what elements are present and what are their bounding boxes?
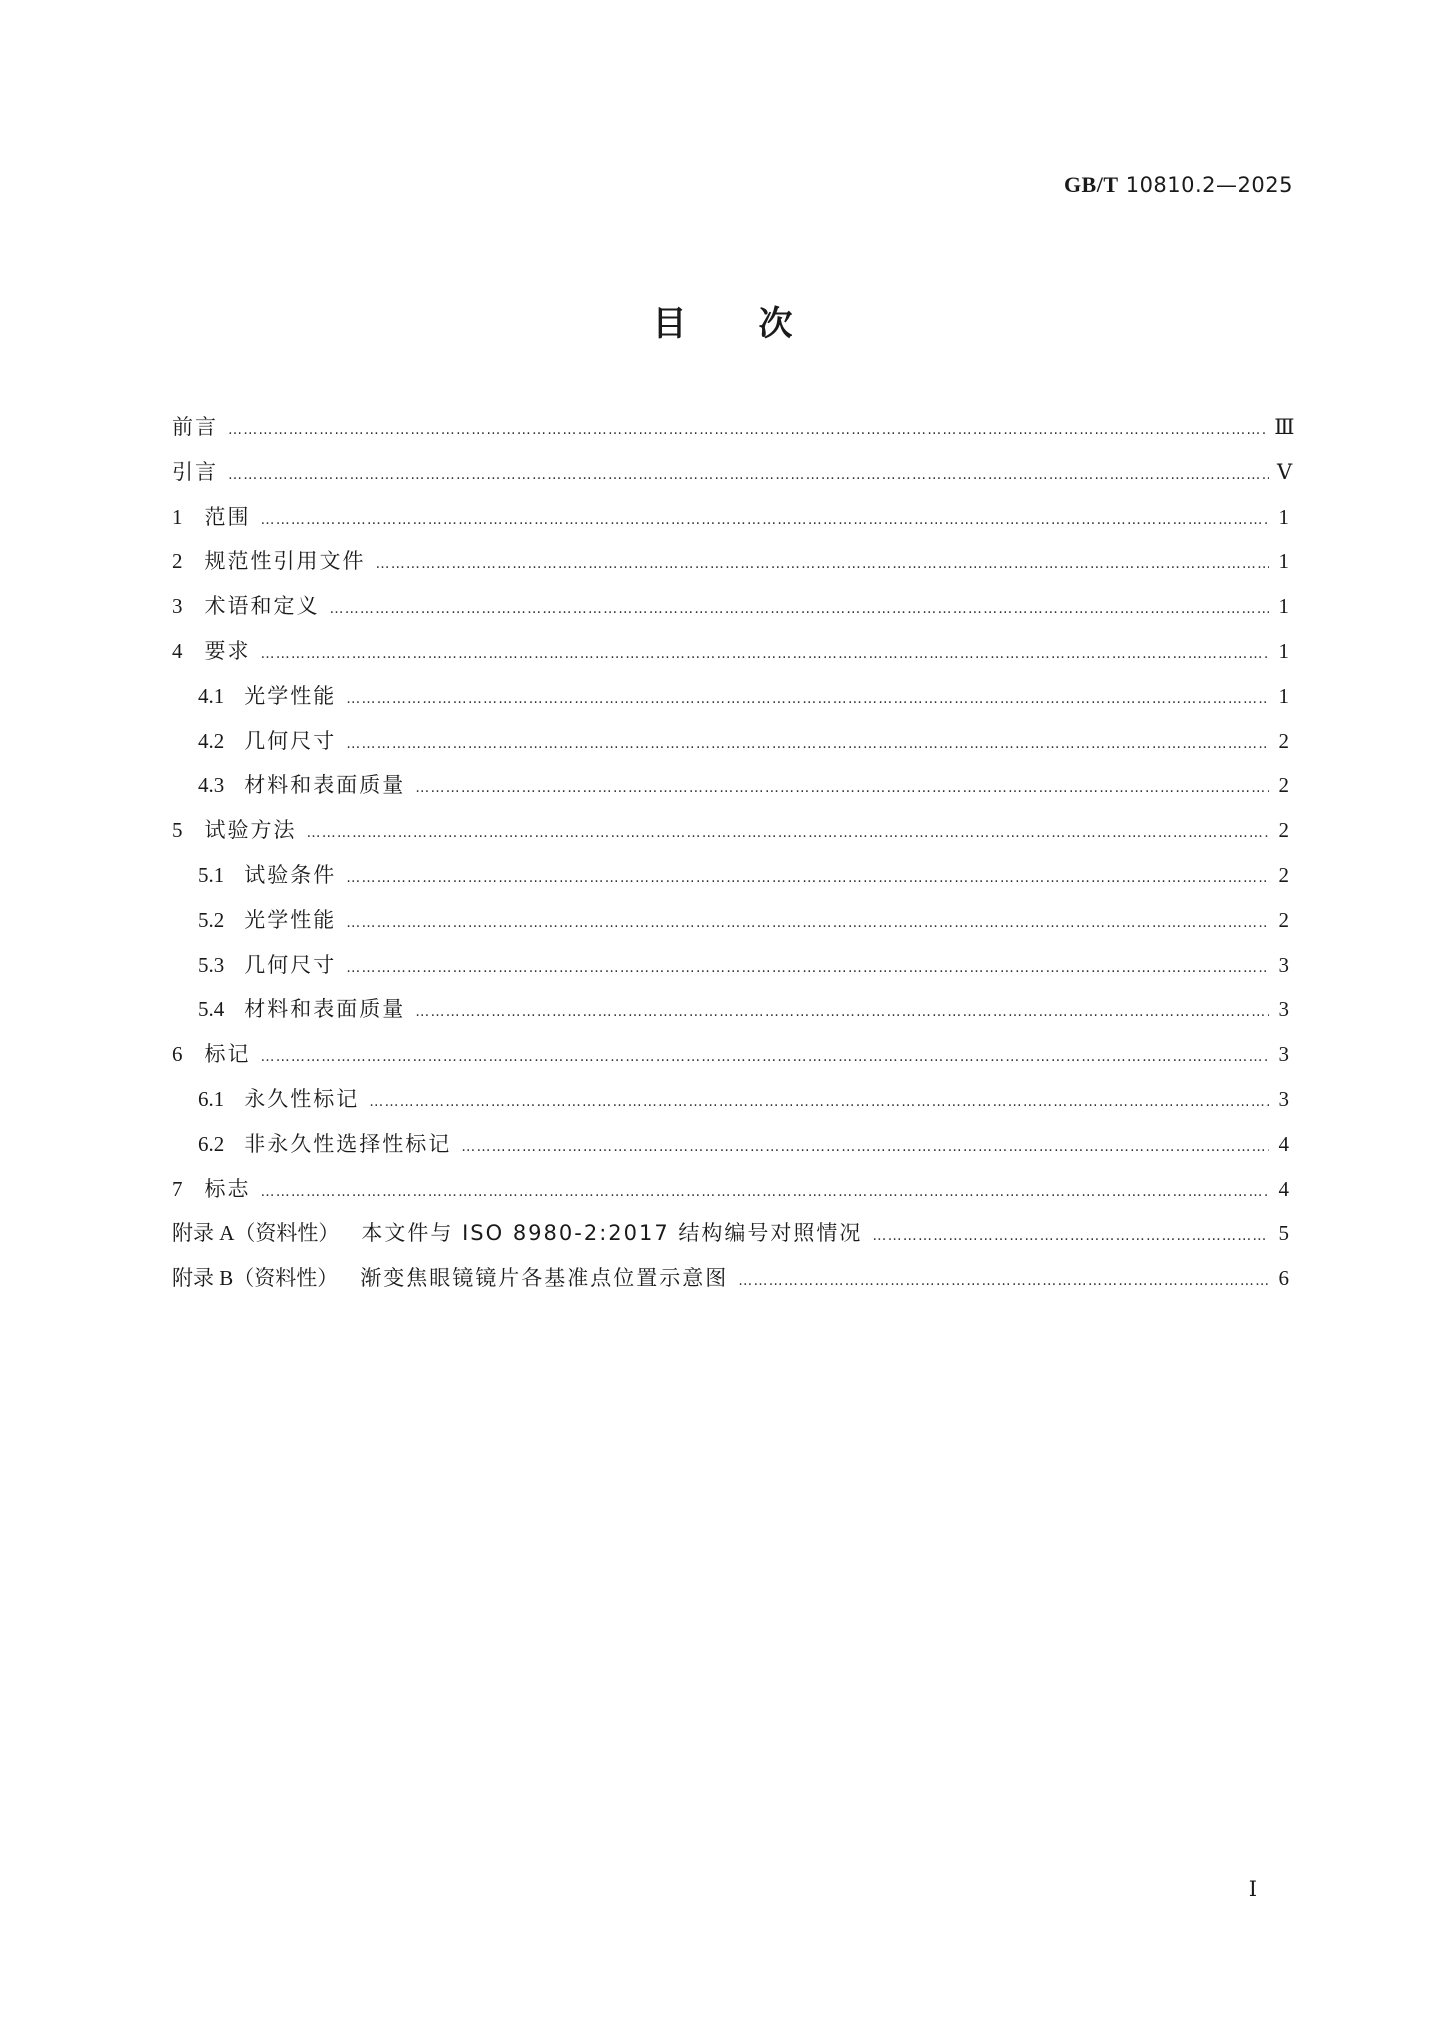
toc-entry-number: 5.4 [198, 997, 225, 1022]
toc-dot-leader [228, 415, 1266, 445]
toc-entry-number: 5.2 [198, 907, 225, 932]
toc-entry-number: 5 [172, 818, 183, 843]
toc-entry[interactable] [172, 457, 1293, 502]
toc-dot-leader [346, 908, 1269, 938]
toc-entry-number: 4 [172, 638, 183, 663]
toc-entry-page: 6 [1278, 1266, 1289, 1291]
toc-entry-number: 2 [172, 549, 183, 574]
toc-entry-title: 材料和表面质量 [244, 773, 406, 798]
toc-entry-number: 4.2 [198, 728, 225, 753]
toc-entry-page: 1 [1278, 594, 1289, 619]
toc-entry[interactable] [172, 950, 1289, 995]
toc-entry-page: 5 [1278, 1221, 1289, 1246]
toc-entry[interactable] [172, 905, 1289, 950]
toc-dot-leader [307, 818, 1270, 848]
toc-entry-title: 非永久性选择性标记 [244, 1131, 452, 1156]
toc-entry-page: 3 [1278, 1042, 1289, 1067]
toc-entry-title: 引言 [172, 459, 218, 484]
toc-title: 目次 [652, 304, 865, 344]
toc-dot-leader [261, 1042, 1270, 1072]
document-code [1064, 172, 1293, 198]
toc-dot-leader [376, 549, 1270, 579]
toc-entry[interactable] [172, 860, 1289, 905]
toc-dot-leader [738, 1266, 1269, 1296]
page-number: Ⅰ [1248, 1877, 1257, 1901]
toc-entry-title: 渐变焦眼镜镜片各基准点位置示意图 [360, 1266, 729, 1291]
toc-dot-leader [261, 1177, 1270, 1207]
toc-entry[interactable] [172, 1039, 1289, 1084]
toc-entry-title: 几何尺寸 [244, 952, 337, 977]
toc-entry-title: 标记 [204, 1042, 251, 1067]
toc-entry-page: 1 [1278, 549, 1289, 574]
toc-entry-number: 4.1 [198, 683, 225, 708]
toc-entry[interactable] [172, 1084, 1289, 1129]
toc-dot-leader [461, 1132, 1269, 1162]
toc-dot-leader [346, 729, 1269, 759]
toc-entry-page: 1 [1278, 504, 1289, 529]
toc-entry-page: 2 [1278, 862, 1289, 887]
toc-entry-page: 3 [1278, 997, 1289, 1022]
toc-entry-page: Ⅲ [1274, 415, 1295, 439]
toc-entry[interactable] [172, 412, 1295, 457]
toc-entry[interactable] [172, 994, 1289, 1039]
toc-dot-leader [261, 639, 1270, 669]
toc-entry-page: 2 [1278, 907, 1289, 932]
toc-dot-leader [369, 1087, 1269, 1117]
document-code-prefix: GB/T [1063, 172, 1119, 197]
toc-entry[interactable] [172, 546, 1289, 591]
toc-dot-leader [346, 684, 1269, 714]
toc-entry[interactable] [172, 1263, 1289, 1308]
document-code-number: 10810.2—2025 [1125, 173, 1293, 197]
toc-entry[interactable] [172, 1129, 1289, 1174]
toc-entry-number: 1 [172, 504, 183, 529]
toc-dot-leader [415, 773, 1269, 803]
toc-entry-title: 永久性标记 [244, 1086, 360, 1111]
toc-dot-leader [261, 505, 1270, 535]
toc-entry[interactable] [172, 591, 1289, 636]
toc-entry-title: 试验条件 [244, 862, 337, 887]
toc-entry-title: 光学性能 [244, 683, 337, 708]
toc-entry-title: 光学性能 [244, 907, 337, 932]
toc-entry-page: 4 [1278, 1131, 1289, 1156]
toc-entry-page: 2 [1278, 728, 1289, 753]
toc-entry-page: 1 [1278, 638, 1289, 663]
toc-entry-title: 范围 [204, 504, 251, 529]
toc-entry-number: 3 [172, 594, 183, 619]
toc-dot-leader [330, 594, 1270, 624]
toc-entry-number: 附录 A（资料性） [172, 1221, 340, 1246]
toc-entry-page: 2 [1278, 818, 1289, 843]
toc-entry[interactable] [172, 770, 1289, 815]
toc-entry-title: 几何尺寸 [244, 728, 337, 753]
toc-entry-number: 5.1 [198, 862, 225, 887]
toc-entry-number: 6 [172, 1042, 183, 1067]
toc-entry-page: Ⅴ [1277, 459, 1293, 484]
toc-entry[interactable] [172, 502, 1289, 547]
toc-entry-title: 要求 [204, 638, 251, 663]
toc-entry-title: 本文件与 ISO 8980-2:2017 结构编号对照情况 [361, 1221, 863, 1246]
toc-entry-page: 2 [1278, 773, 1289, 798]
toc-entry[interactable] [172, 636, 1289, 681]
table-of-contents [172, 412, 1295, 1308]
toc-entry[interactable] [172, 1174, 1289, 1219]
toc-entry[interactable] [172, 1218, 1289, 1263]
toc-entry-title: 试验方法 [204, 818, 297, 843]
toc-entry-number: 5.3 [198, 952, 225, 977]
toc-entry-page: 1 [1278, 683, 1289, 708]
toc-entry-page: 4 [1278, 1176, 1289, 1201]
toc-entry-title: 规范性引用文件 [204, 549, 366, 574]
toc-entry-title: 前言 [172, 415, 218, 439]
toc-entry[interactable] [172, 815, 1289, 860]
toc-entry-page: 3 [1278, 1086, 1289, 1111]
toc-entry-page: 3 [1278, 952, 1289, 977]
toc-entry-title: 标志 [204, 1176, 251, 1201]
toc-dot-leader [415, 997, 1269, 1027]
toc-entry[interactable] [172, 726, 1289, 771]
toc-dot-leader [346, 953, 1269, 983]
toc-entry-title: 材料和表面质量 [244, 997, 406, 1022]
toc-dot-leader [346, 863, 1269, 893]
toc-dot-leader [872, 1221, 1269, 1251]
toc-entry-number: 7 [172, 1176, 183, 1201]
toc-entry-title: 术语和定义 [204, 594, 320, 619]
toc-entry-number: 6.1 [198, 1086, 225, 1111]
toc-entry-number: 4.3 [198, 773, 225, 798]
toc-entry-number: 附录 B（资料性） [172, 1266, 339, 1291]
toc-entry[interactable] [172, 681, 1289, 726]
toc-entry-number: 6.2 [198, 1131, 225, 1156]
toc-dot-leader [228, 460, 1269, 490]
